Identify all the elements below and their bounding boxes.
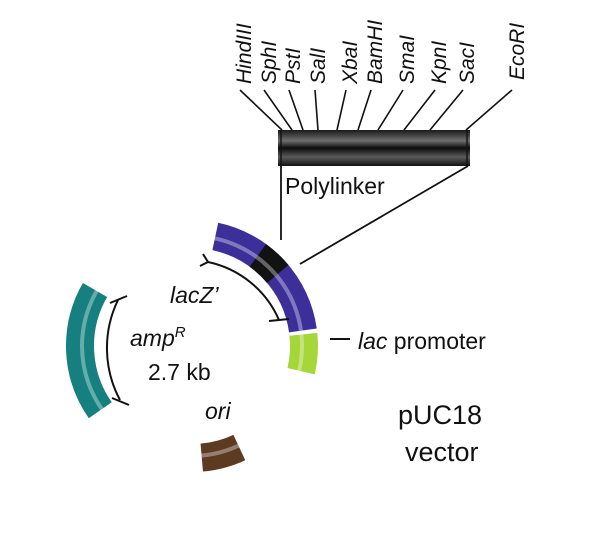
lac-promoter-rest: promoter	[387, 328, 486, 354]
site-label-kpni: KpnI	[428, 40, 451, 84]
lacz-label: lacZ’	[170, 282, 219, 308]
lacz-region-segment	[215, 236, 303, 330]
ampr-bracket	[107, 296, 129, 405]
ampr-label-sup: R	[174, 324, 186, 341]
site-label-ecori: EcoRI	[506, 22, 529, 80]
site-label-psti: PstI	[282, 47, 305, 84]
site-label-xbai: XbaI	[339, 40, 362, 84]
polylinker-label: Polylinker	[285, 173, 385, 199]
restriction-site-leader-lines	[240, 90, 512, 130]
ampr-label	[130, 324, 186, 351]
restriction-site-labels	[233, 20, 529, 85]
lac-promoter-italic: lac	[358, 328, 388, 354]
site-label-sali: SalI	[307, 47, 330, 84]
site-label-bamhi: BamHI	[364, 19, 387, 84]
site-label-smai: SmaI	[396, 34, 419, 84]
vector-name-line1: pUC18	[398, 400, 483, 430]
vector-name-line2: vector	[405, 437, 479, 467]
ori-label: ori	[205, 398, 231, 424]
plasmid-ring	[80, 234, 304, 458]
site-label-sphi: SphI	[258, 40, 281, 84]
polylinker-bar	[278, 130, 470, 166]
site-label-hindiii: HindIII	[233, 23, 256, 84]
site-label-saci: SacI	[456, 41, 479, 84]
plasmid-ring-highlight	[82, 236, 302, 456]
ampr-label-main: amp	[130, 325, 175, 351]
plasmid-size-label: 2.7 kb	[148, 359, 211, 385]
lac-promoter-label	[358, 328, 486, 354]
